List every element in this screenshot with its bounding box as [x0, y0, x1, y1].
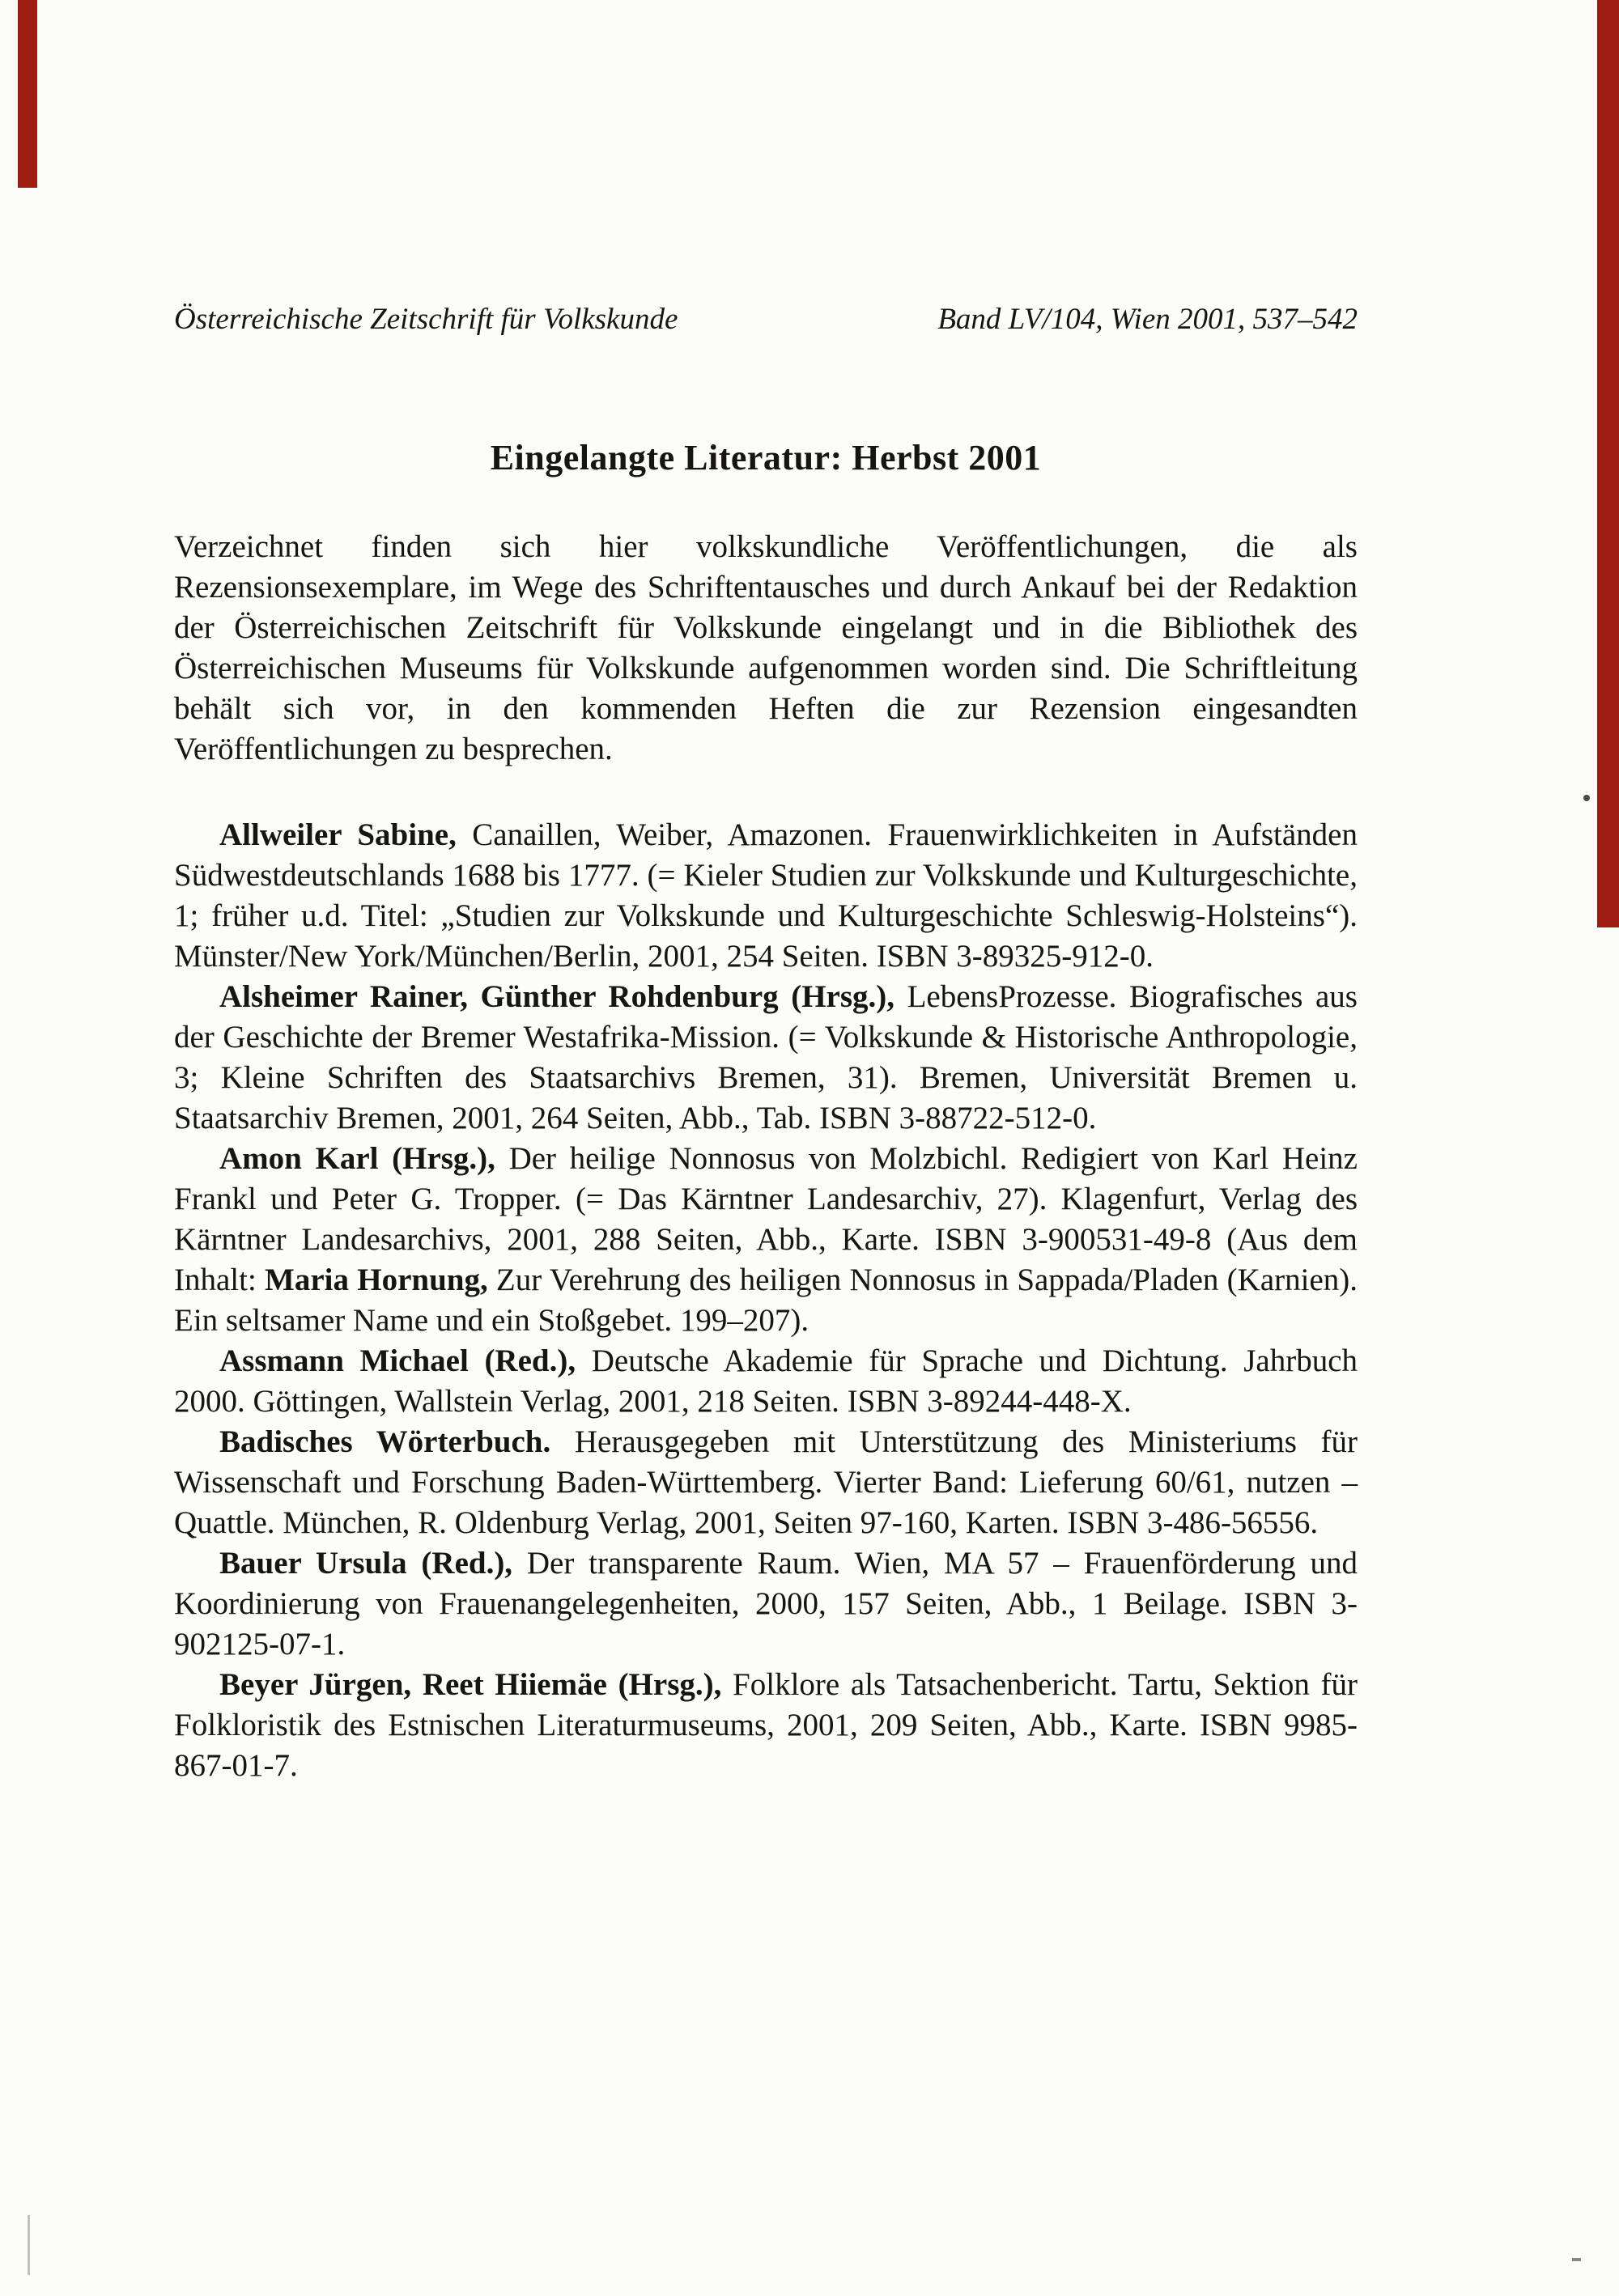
issue-citation: Band LV/104, Wien 2001, 537–542 — [937, 303, 1358, 336]
entry-text: Der transparente Raum. Wien, MA 57 – Frauenförderung und Koordinierung von Frauenangelegenheiten, 2000, 157 Seiten, Abb., 1 Beilage. ISBN 3-902125-07-1. — [174, 1546, 1358, 1662]
page-title: Eingelangte Literatur: Herbst 2001 — [490, 438, 1042, 477]
bibliography-list — [174, 815, 1358, 1786]
bibliography-entry — [174, 1665, 1358, 1786]
text-block — [174, 301, 1358, 1786]
scan-artifact-left-red-bar — [18, 0, 37, 188]
entry-inline-author: Maria Hornung, — [265, 1263, 488, 1297]
scan-speck-dot — [1583, 795, 1590, 801]
scan-speck-line — [28, 2215, 30, 2275]
entry-text: Zur Verehrung des heiligen Nonnosus in Sappada/Pladen (Karnien). Ein seltsamer Name und ein Stoßgebet. 199–207). — [174, 1263, 1358, 1338]
scan-artifact-right-red-bar — [1597, 0, 1619, 927]
entry-author: Badisches Wörterbuch. — [219, 1424, 551, 1459]
entry-author: Beyer Jürgen, Reet Hiiemäe (Hrsg.), — [219, 1667, 722, 1702]
bibliography-entry — [174, 1422, 1358, 1543]
bibliography-entry — [174, 1341, 1358, 1422]
entry-text: Der heilige Nonnosus von Molzbichl. Redigiert von Karl Heinz Frankl und Peter G. Tropper. (= Das Kärntner Landesarchiv, 27). Klagenfurt, Verlag des Kärntner Landesarchivs, 2001, 288 Seiten, Abb., Karte. ISBN 3-900531-49-8 (Aus dem Inhalt: — [174, 1141, 1358, 1297]
bibliography-entry — [174, 1543, 1358, 1665]
entry-author: Allweiler Sabine, — [219, 817, 457, 852]
entry-text: Deutsche Akademie für Sprache und Dichtung. Jahrbuch 2000. Göttingen, Wallstein Verlag, 2001, 218 Seiten. ISBN 3-89244-448-X. — [174, 1343, 1358, 1419]
entry-text: Canaillen, Weiber, Amazonen. Frauenwirklichkeiten in Aufständen Südwestdeutschlands 1688 bis 1777. (= Kieler Studien zur Volkskunde und Kulturgeschichte, 1; früher u.d. Titel: „Studien zur Volkskunde und Kulturgeschichte Schleswig-Holsteins“). Münster/New York/München/Berlin, 2001, 254 Seiten. ISBN 3-89325-912-0. — [174, 817, 1358, 974]
entry-text: Folklore als Tatsachenbericht. Tartu, Sektion für Folkloristik des Estnischen Literaturmuseums, 2001, 209 Seiten, Abb., Karte. ISBN 9985-867-01-7. — [174, 1667, 1358, 1783]
entry-author: Bauer Ursula (Red.), — [219, 1546, 513, 1581]
entry-author: Amon Karl (Hrsg.), — [219, 1141, 495, 1176]
intro-paragraph: Verzeichnet finden sich hier volkskundliche Veröffentlichungen, die als Rezensionsexemplare, im Wege des Schriftentausches und durch Ankauf bei der Redaktion der Österreichischen Zeitschrift für Volkskunde eingelangt und in die Bibliothek des Österreichischen Museums für Volkskunde aufgenommen worden sind. Die Schriftleitung behält sich vor, in den kommenden Heften die zur Rezension eingesandten Veröffentlichungen zu besprechen. — [174, 529, 1358, 766]
entry-author: Alsheimer Rainer, Günther Rohdenburg (Hrsg.), — [219, 979, 895, 1014]
bibliography-entry — [174, 815, 1358, 977]
bibliography-entry — [174, 1139, 1358, 1341]
running-header — [174, 301, 1358, 338]
entry-author: Assmann Michael (Red.), — [219, 1343, 576, 1378]
entry-text: LebensProzesse. Biografisches aus der Geschichte der Bremer Westafrika-Mission. (= Volkskunde & Historische Anthropologie, 3; Kleine Schriften des Staatsarchivs Bremen, 31). Bremen, Universität Bremen u. Staatsarchiv Bremen, 2001, 264 Seiten, Abb., Tab. ISBN 3-88722-512-0. — [174, 979, 1358, 1135]
bibliography-entry — [174, 977, 1358, 1139]
journal-title: Österreichische Zeitschrift für Volkskunde — [174, 303, 678, 336]
scan-speck-dash — [1572, 2258, 1581, 2261]
entry-text: Herausgegeben mit Unterstützung des Ministeriums für Wissenschaft und Forschung Baden-Württemberg. Vierter Band: Lieferung 60/61, nutzen – Quattle. München, R. Oldenburg Verlag, 2001, Seiten 97-160, Karten. ISBN 3-486-56556. — [174, 1424, 1358, 1540]
